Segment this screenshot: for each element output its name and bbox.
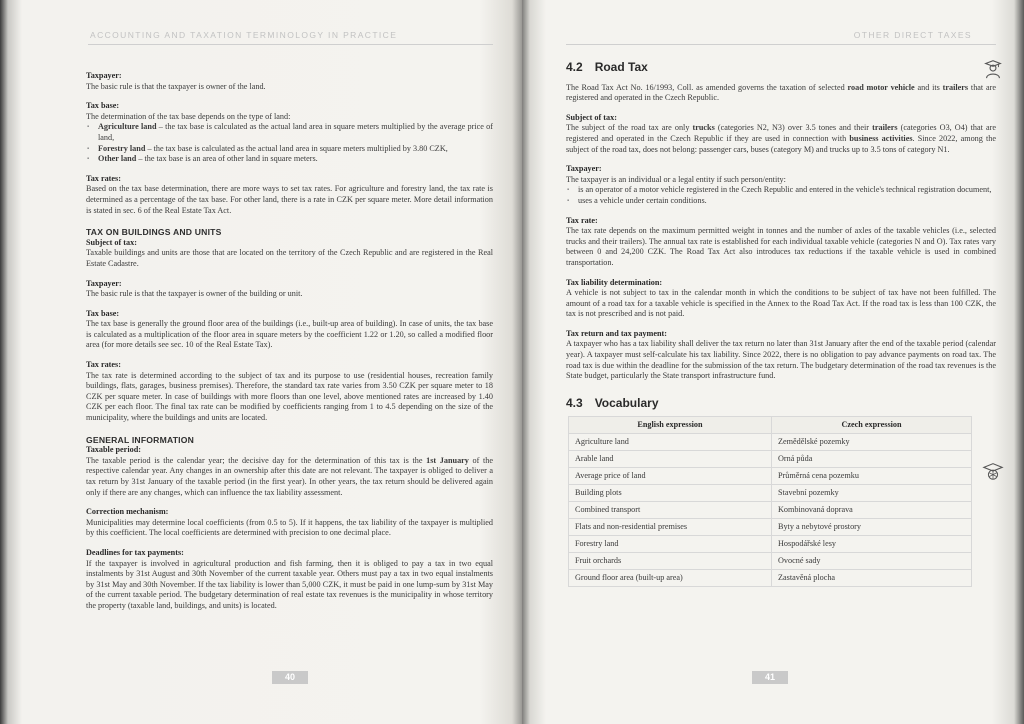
subheading: Tax rates: [86, 360, 121, 370]
paragraph: A vehicle is not subject to tax in the calendar month in which the conditions to be subject of tax have not been fulfilled. The amount of a road tax for a taxable vehicle is specified in the Annex to the Road Tax Act. If the road tax is less than 100 CZK, the tax is not prescribed and is not paid. [566, 288, 996, 319]
subheading: Tax liability determination: [566, 277, 663, 287]
subheading: Subject of tax: [86, 237, 137, 247]
subheading: Taxpayer: [566, 164, 602, 174]
column-header: English expression [569, 417, 772, 434]
cell-cz: Ovocné sady [772, 553, 972, 570]
table-row [569, 502, 972, 519]
table-row [569, 519, 972, 536]
subheading: Subject of tax: [566, 112, 617, 122]
vocabulary-table [568, 416, 972, 587]
paragraph: The basic rule is that the taxpayer is owner of the land. [86, 81, 266, 91]
cell-cz: Orná půda [772, 451, 972, 468]
subheading: Correction mechanism: [86, 507, 169, 517]
subheading: Tax return and tax payment: [566, 328, 667, 338]
subheading: Deadlines for tax payments: [86, 547, 184, 557]
subheading: Taxable period: [86, 445, 141, 455]
paragraph: A taxpayer who has a tax liability shall deliver the tax return no later than 31st January after the end of the taxable period (calendar year). A taxpayer must self-calculate his tax liability. Since 2022, there is no obligation to pay advance payments on road tax. The road tax is due within the deadline for the submission of the tax return. The budgetary determination of the road tax revenues is the State budget, particularly the State transport infrastructure fund. [566, 339, 996, 381]
cell-en: Arable land [569, 451, 772, 468]
paragraph: Taxable buildings and units are those that are located on the territory of the Czech Republic and are registered in the Real Estate Cadastre. [86, 248, 493, 268]
paragraph: Based on the tax base determination, there are more ways to set tax rates. For agriculture and forestry land, the tax rate is determined as a percentage of the tax base. For other land, there is a rate in CZK per square meter. More detail information is stated in sec. 6 of the Real Estate Tax Act. [86, 184, 493, 215]
cell-en: Flats and non-residential premises [569, 519, 772, 536]
section-heading: TAX ON BUILDINGS AND UNITS [86, 227, 222, 238]
list-item: ▪ Agriculture land – the tax base is calculated as the actual land area in square meters multiplied by the average price of land, [98, 122, 493, 143]
table-row [569, 536, 972, 553]
header-rule [566, 44, 996, 45]
subheading: Tax rate: [566, 215, 598, 225]
cell-cz: Zastavěná plocha [772, 570, 972, 587]
cell-en: Forestry land [569, 536, 772, 553]
paragraph: The taxable period is the calendar year; the decisive day for the determination of this tax is the 1st January of the respective calendar year. Any changes in an ownership after this date are not relevant. The taxpayer is obliged to deliver a tax return by 31st January of the taxable period (in the first year). In other years, the tax return should be delivered again only if there are any changes, which can influence the tax liability assessment. [86, 455, 494, 497]
table-header-row [569, 417, 972, 434]
cell-en: Average price of land [569, 468, 772, 485]
cell-en: Fruit orchards [569, 553, 772, 570]
paragraph: The tax rate depends on the maximum permitted weight in tonnes and the number of axles of the taxable vehicles (i.e., selected trucks and their trailers). The annual tax rate is established for each individual taxable vehicle (categories N and O). Tax rates vary between 0 and 24,200 CZK. The Road Tax Act also introduces tax reductions if the taxable vehicle is used in combined transportation. [566, 226, 996, 267]
table-row [569, 434, 972, 451]
right-page [522, 0, 1024, 724]
paragraph: The determination of the tax base depends on the type of land: [86, 111, 291, 121]
list-item: ▪ Other land – the tax base is an area of other land in square meters. [98, 154, 493, 165]
right-page-content [566, 62, 996, 587]
page-number-right: 41 [752, 671, 788, 684]
cell-cz: Průměrná cena pozemku [772, 468, 972, 485]
paragraph: The subject of the road tax are only trucks (categories N2, N3) over 3.5 tones and their trailers (categories O3, O4) that are registered and operated in the Czech Republic if they are used in connection with business activities. Since 2022, among the subject of the road tax, does not belong: passenger cars, buses (category M) and trucks up to 3.5 tons of category N1. [566, 123, 996, 154]
page-number-left: 40 [272, 671, 308, 684]
cell-en: Agriculture land [569, 434, 772, 451]
paragraph: The Road Tax Act No. 16/1993, Coll. as amended governs the taxation of selected road motor vehicle and its trailers that are registered and operated in the Czech Republic. [566, 82, 996, 103]
table-row [569, 451, 972, 468]
list-item: ▪ is an operator of a motor vehicle registered in the Czech Republic and entered in the vehicle's technical registration document, [578, 185, 996, 196]
header-rule [88, 44, 493, 45]
land-type-list [86, 122, 493, 164]
section-heading: GENERAL INFORMATION [86, 434, 195, 445]
subheading: Tax rates: [86, 173, 121, 183]
section-title: 4.3 Vocabulary [566, 395, 659, 410]
cell-cz: Byty a nebytové prostory [772, 519, 972, 536]
table-row [569, 468, 972, 485]
list-item: ▪ uses a vehicle under certain conditions. [578, 196, 996, 207]
paragraph: Municipalities may determine local coefficients (from 0.5 to 5). If it happens, the tax liability of the taxpayer is multiplied by this coefficient. The local coefficients are determined with precision to one decimal place. [86, 517, 493, 538]
list-item: ▪ Forestry land – the tax base is calculated as the actual land area in square meters multiplied by 3.80 CZK, [98, 144, 493, 155]
subheading: Tax base: [86, 101, 120, 111]
table-row [569, 570, 972, 587]
paragraph: The tax rate is determined according to the subject of tax and its purpose to use (residential houses, recreation family buildings, flats, garages, business premises). Therefore, the standard tax rate varies from 3.50 CZK per square meter to 18 CZK per square meter. In case of buildings with more floors than one level, above mentioned rates are increased by 1.40 CZK per each floor. The final tax rate can be modified by coefficients ranging from 1 to 4.5 depending on the size of the municipality, where the buildings and units are located. [86, 370, 493, 423]
vocabulary-table-wrap [568, 416, 996, 587]
cell-en: Ground floor area (built-up area) [569, 570, 772, 587]
cell-en: Combined transport [569, 502, 772, 519]
column-header: Czech expression [772, 417, 972, 434]
cell-cz: Hospodářské lesy [772, 536, 972, 553]
left-page-content [86, 71, 493, 612]
cell-cz: Zemědělské pozemky [772, 434, 972, 451]
subheading: Taxpayer: [86, 278, 122, 288]
subheading: Tax base: [86, 308, 120, 318]
paragraph: The basic rule is that the taxpayer is owner of the building or unit. [86, 289, 303, 299]
running-head-right: OTHER DIRECT TAXES [853, 30, 972, 40]
taxpayer-list [566, 185, 996, 206]
table-row [569, 485, 972, 502]
paragraph: The taxpayer is an individual or a legal entity if such person/entity: [566, 174, 786, 184]
cell-en: Building plots [569, 485, 772, 502]
paragraph: If the taxpayer is involved in agricultural production and fish farming, then it is obliged to pay a tax in two equal instalments by 31st August and 30th November of the current taxable year. Others must pay a tax in two equal instalments by 31st May and 30th November. If the tax liability is lower than 5,000 CZK, it must be paid in one lump-sum by 31st May of the current taxable period. The budgetary determination of real estate tax revenues is the municipality in whose territory the property (taxable land, buildings, and units) is located. [86, 558, 493, 610]
cell-cz: Kombinovaná doprava [772, 502, 972, 519]
paragraph: The tax base is generally the ground floor area of the buildings (i.e., built-up area of building). In case of units, the tax base is calculated as a multiplication of the floor area in square meters by the coefficient 1.22 or 1.20, so called a modified floor area (for more details see sec. 10 of the Real Estate Tax). [86, 319, 493, 350]
table-row [569, 553, 972, 570]
cell-cz: Stavební pozemky [772, 485, 972, 502]
section-title: 4.2 Road Tax [566, 60, 648, 74]
running-head-left: ACCOUNTING AND TAXATION TERMINOLOGY IN PRACTICE [90, 30, 398, 40]
subheading: Taxpayer: [86, 71, 122, 80]
